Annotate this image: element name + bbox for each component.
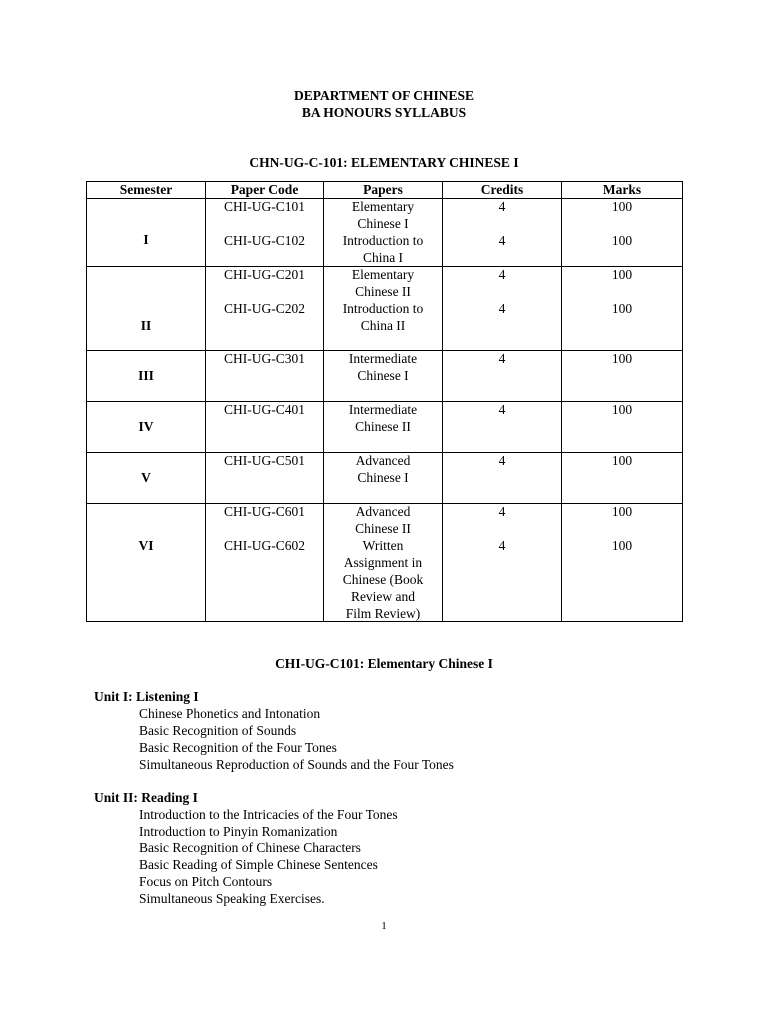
papers-cell: Intermediate Chinese I <box>324 351 443 402</box>
list-item: Basic Recognition of Sounds <box>139 723 297 738</box>
list-item: Basic Recognition of Chinese Characters <box>139 840 361 855</box>
semester-cell: IV <box>87 402 206 453</box>
marks-cell: 100 100 <box>562 504 683 622</box>
header-paper-code: Paper Code <box>206 182 324 199</box>
paper-code-cell: CHI-UG-C501 <box>206 453 324 504</box>
marks-cell: 100 100 <box>562 199 683 267</box>
page-number: 1 <box>381 920 387 932</box>
papers-cell: Intermediate Chinese II <box>324 402 443 453</box>
semester-cell: I <box>87 199 206 267</box>
list-item: Focus on Pitch Contours <box>139 874 273 889</box>
syllabus-table <box>86 181 683 622</box>
course-title: CHN-UG-C-101: ELEMENTARY CHINESE I <box>249 155 519 170</box>
marks-cell: 100 <box>562 402 683 453</box>
papers-cell: Elementary Chinese I Introduction to China I <box>324 199 443 267</box>
marks-cell: 100 <box>562 453 683 504</box>
semester-cell: II <box>87 267 206 351</box>
list-item: Basic Reading of Simple Chinese Sentences <box>139 857 378 872</box>
header-credits: Credits <box>443 182 562 199</box>
header-marks: Marks <box>562 182 683 199</box>
header-semester: Semester <box>87 182 206 199</box>
table-row <box>87 267 683 351</box>
credits-cell: 4 <box>443 402 562 453</box>
semester-cell: V <box>87 453 206 504</box>
papers-cell: Advanced Chinese II Written Assignment in Chinese (Book Review and Film Review) <box>324 504 443 622</box>
unit-2-title: Unit II: Reading I <box>94 790 198 805</box>
paper-code-cell: CHI-UG-C401 <box>206 402 324 453</box>
paper-code-cell: CHI-UG-C301 <box>206 351 324 402</box>
paper-code-cell: CHI-UG-C601 CHI-UG-C602 <box>206 504 324 622</box>
table-header-row <box>87 182 683 199</box>
list-item: Simultaneous Reproduction of Sounds and the Four Tones <box>139 757 454 772</box>
unit-1-title: Unit I: Listening I <box>94 689 199 704</box>
table-row <box>87 199 683 267</box>
table-row <box>87 504 683 622</box>
list-item: Simultaneous Speaking Exercises. <box>139 891 325 906</box>
credits-cell: 4 4 <box>443 267 562 351</box>
list-item: Introduction to Pinyin Romanization <box>139 824 338 839</box>
marks-cell: 100 <box>562 351 683 402</box>
credits-cell: 4 <box>443 351 562 402</box>
header-papers: Papers <box>324 182 443 199</box>
semester-cell: VI <box>87 504 206 622</box>
marks-cell: 100 100 <box>562 267 683 351</box>
section-title: CHI-UG-C101: Elementary Chinese I <box>275 656 493 671</box>
paper-code-cell: CHI-UG-C201 CHI-UG-C202 <box>206 267 324 351</box>
table-row <box>87 402 683 453</box>
credits-cell: 4 4 <box>443 199 562 267</box>
papers-cell: Advanced Chinese I <box>324 453 443 504</box>
list-item: Basic Recognition of the Four Tones <box>139 740 337 755</box>
paper-code-cell: CHI-UG-C101 CHI-UG-C102 <box>206 199 324 267</box>
papers-cell: Elementary Chinese II Introduction to China II <box>324 267 443 351</box>
list-item: Introduction to the Intricacies of the Four Tones <box>139 807 398 822</box>
semester-cell: III <box>87 351 206 402</box>
list-item: Chinese Phonetics and Intonation <box>139 706 321 721</box>
table-row <box>87 351 683 402</box>
credits-cell: 4 <box>443 453 562 504</box>
table-row <box>87 453 683 504</box>
department-heading: DEPARTMENT OF CHINESE <box>293 88 475 103</box>
credits-cell: 4 4 <box>443 504 562 622</box>
syllabus-heading: BA HONOURS SYLLABUS <box>301 105 467 120</box>
